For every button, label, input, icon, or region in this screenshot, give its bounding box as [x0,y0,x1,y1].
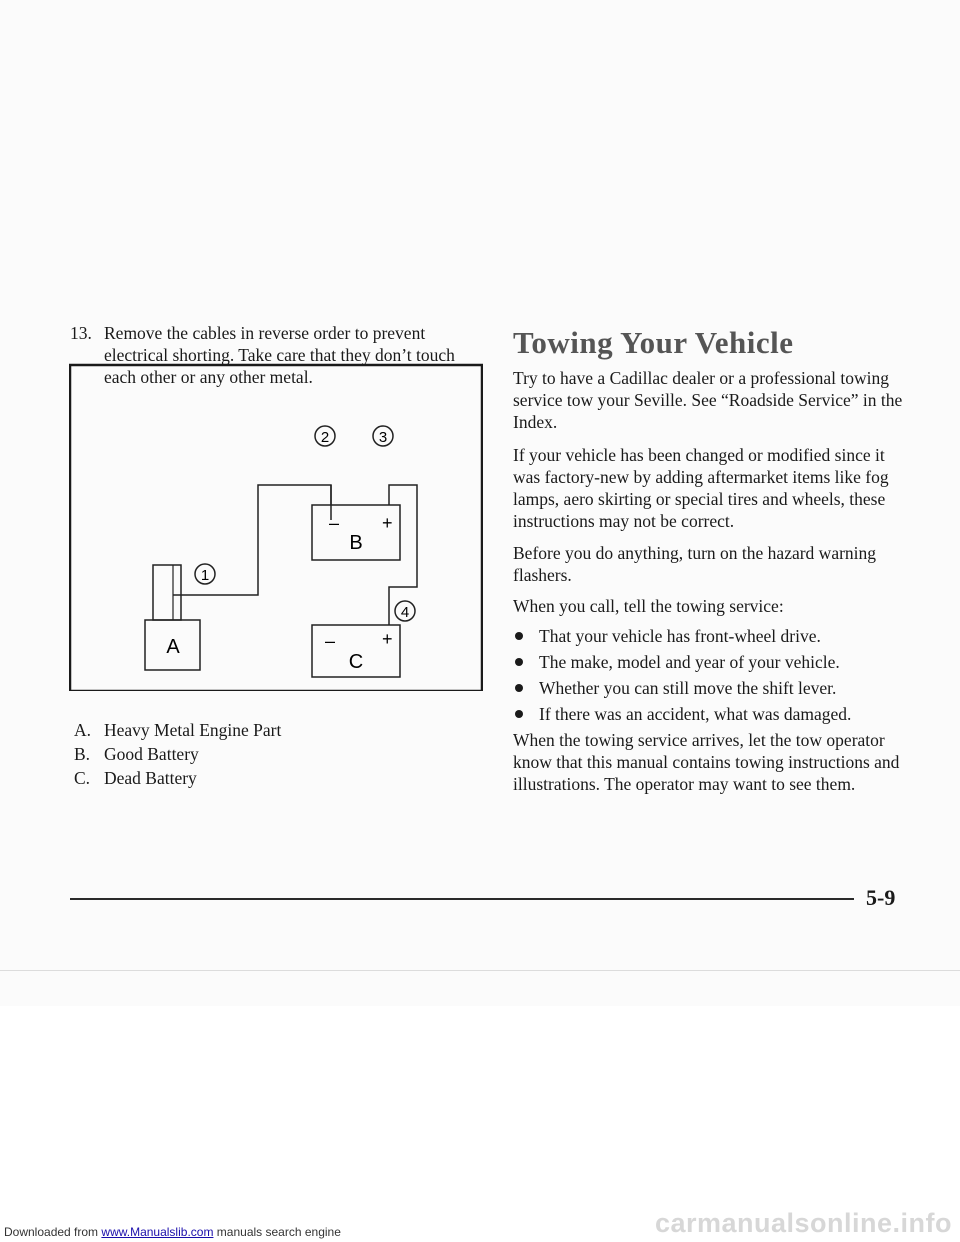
callout-4 [395,601,415,621]
bullet-text: Whether you can still move the shift lever. [539,678,837,698]
bullet-dot [515,658,523,666]
towing-paragraph-1: Try to have a Cadillac dealer or a professional towing service tow your Seville. See “Roadside Service” in the Index. [513,368,903,432]
battery-c-plus: + [382,629,393,649]
page-bottom-margin [0,1006,960,1242]
bullet-dot [515,632,523,640]
page-edge-line [0,970,960,971]
page-number: 5-9 [866,885,896,910]
svg-text:4: 4 [400,604,410,621]
download-footer [4,1225,341,1239]
bullet-dot [515,684,523,692]
footer-prefix: Downloaded from [4,1225,99,1239]
engine-part-post [153,565,181,620]
svg-text:2: 2 [320,429,330,446]
bullet-item [513,651,908,673]
bullet-item [513,625,908,647]
watermark: carmanualsonline.info [654,1208,952,1238]
callout-2 [315,426,335,446]
step-number: 13. [70,323,92,343]
towing-paragraph-2: If your vehicle has been changed or modified since it was factory-new by adding aftermarket items like fog lamps, aero skirting or special tires and wheels, these instructions may not be correct. [513,445,889,531]
diagram-frame [70,365,482,691]
bullet-text: That your vehicle has front-wheel drive. [539,626,821,646]
manualslib-link[interactable]: www.Manualslib.com [101,1225,214,1239]
legend-letter: A. [74,720,92,740]
step-text: Remove the cables in reverse order to prevent electrical shorting. Take care that they don’t touch each other or any other metal. [104,323,455,387]
bullet-text: The make, model and year of your vehicle. [539,652,840,672]
bullet-item [513,677,908,699]
towing-paragraph-5: When the towing service arrives, let the tow operator know that this manual contains towing instructions and illustrations. The operator may want to see them. [513,730,900,794]
part-a-label: A [166,636,180,658]
legend-text: Heavy Metal Engine Part [104,720,282,740]
legend-item-a [74,719,474,741]
legend-item-b [74,743,474,765]
battery-c-minus: – [325,631,336,651]
legend-text: Dead Battery [104,768,197,788]
battery-b-minus: – [329,513,340,533]
bullet-dot [515,710,523,718]
legend-text: Good Battery [104,744,199,764]
battery-c-label: C [348,651,364,673]
towing-paragraph-4: When you call, tell the towing service: [513,596,784,616]
jump-start-diagram [69,325,483,691]
legend-letter: C. [74,768,91,788]
section-heading: Towing Your Vehicle [513,325,794,360]
svg-text:3: 3 [378,429,388,446]
battery-b-plus: + [382,513,393,533]
footer-rule [70,898,854,900]
callout-1 [195,564,215,584]
towing-paragraph-3: Before you do anything, turn on the hazard warning flashers. [513,543,877,585]
callout-3 [373,426,393,446]
footer-suffix: manuals search engine [216,1225,341,1239]
bullet-text: If there was an accident, what was damaged. [539,704,852,724]
svg-text:1: 1 [200,567,210,584]
legend-letter: B. [74,744,91,764]
legend-item-c [74,767,474,789]
battery-b-label: B [349,532,363,554]
bullet-item [513,703,908,725]
